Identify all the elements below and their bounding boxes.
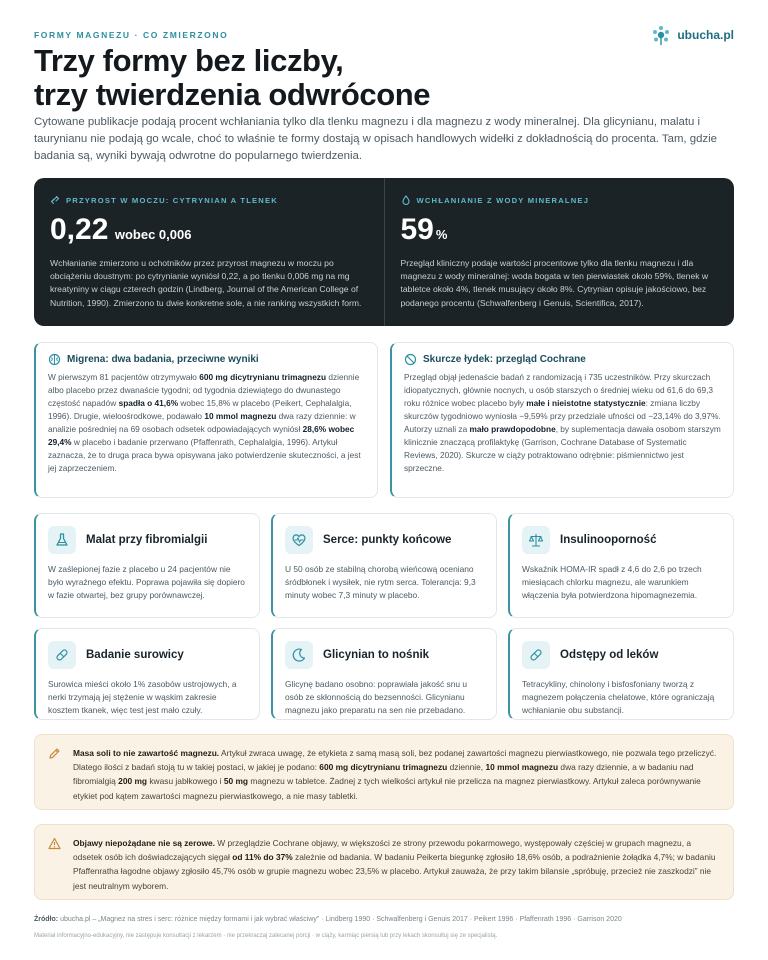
brain-icon <box>48 353 61 366</box>
brand-icon <box>650 24 672 46</box>
warning-icon <box>48 837 61 850</box>
tile-drugs <box>508 628 734 720</box>
stat-urine <box>34 178 384 326</box>
note-text: Masa soli to nie zawartość magnezu. Artykuł zwraca uwagę, że etykieta z samą masą soli, bez podanej zawartości magnezu pierwiastkowego, nie pozwala tego przeliczyć. Dlatego ilości z badań stoją tu w takiej postaci, w jakiej je podano: 600 mg dicytrynianu trimagnezu dziennie, 10 mmol magnezu dwa razy dziennie, a w badaniu nad fibromialgią 200 mg kwasu jabłkowego i 50 mg magnezu w tabletce. Żadnej z tych wielkości artykuł nie przelicza na magnez pierwiastkowy. Artykuł zaleca porównywanie etykiet pod kątem zawartości magnezu pierwiastkowego, a nie masy tabletki. <box>73 748 717 801</box>
footer-source-label: Źródło: <box>34 916 59 923</box>
stat-suffix: wobec 0,006 <box>114 227 192 242</box>
tile-title: Glicynian to nośnik <box>323 649 430 661</box>
stat-value <box>401 214 719 251</box>
card-body: Przegląd objął jedenaście badań z randomizacją i 735 uczestników. Przy skurczach idiopatycznych, głównie nocnych, u osób starszych o średniej wieku od 61,6 do 69,3 roku różnice wobec placebo były małe i nieistotne statystycznie: zmiana liczby skurczów tygodniowo wyniosła −9,59% przy przedziale ufności od −23,14% do 3,97%. Autorzy uznali za mało prawdopodobne, by suplementacja dawała osobom starszym klinicznie znaczącą profilaktykę (Garrison, Cochrane Database of Systematic Reviews, 2020). Skurcze w ciąży potraktowano odrębnie: piśmiennictwo jest sprzeczne. <box>404 372 721 473</box>
tile-title: Malat przy fibromialgii <box>86 534 208 546</box>
card-cramps <box>390 342 734 498</box>
title-line-1: Trzy formy bez liczby, <box>34 43 344 78</box>
tile-title: Insulinooporność <box>560 534 657 546</box>
tile-fibromyalgia <box>34 513 260 618</box>
card-body: W pierwszym 81 pacjentów otrzymywało 600 mg dicytrynianu trimagnezu dziennie albo placebo przez dwanaście tygodni; od tygodnia dziewiątego do dwunastego częstość napadów spadła o 41,6% wobec 15,8% w placebo (Peikert, Cephalalgia, 1996). Drugie, wieloośrodkowe, podawało 10 mmol magnezu dwa razy dziennie: w analizie pośredniej na 69 osobach odsetek odpowiadających wyniósł 28,6% wobec 29,4% w placebo i badanie przerwano (Pfaffenrath, Cephalalgia, 1996). Artykuł zaznacza, że to druga praca bywa opisywana jako potwierdzenie skuteczności, a jest jej zaprzeczeniem. <box>48 372 361 473</box>
card-migraine <box>34 342 378 498</box>
tile-title: Badanie surowicy <box>86 649 184 661</box>
link-icon <box>50 195 60 205</box>
pill-icon <box>54 647 70 663</box>
tile-icon <box>522 526 550 554</box>
tile-body: Surowica mieści około 1% zasobów ustrojowych, a nerki trzymają jej stężenie w wąskim zakresie kosztem tkanek, więc test jest mało czuły. <box>48 679 237 715</box>
note-text: Objawy niepożądane nie są zerowe. W przeglądzie Cochrane objawy, w większości ze strony przewodu pokarmowego, występowały częściej w grupach magnezu, a odsetek osób ich doświadczających sięgał od 11% do 37% zależnie od badania. W badaniu Peikerta biegunkę zgłosiło 18,6% osób, a podrażnienie żołądka 4,7%; w badaniu Pfaffenratha łagodne objawy zgłosiło 45,7% osób w grupie magnezu wobec 23,5% w placebo. Artykuł zauważa, że przy takim bilansie „spróbuję, przecież nie zaszkodzi” nie jest neutralnym wyborem. <box>73 838 716 891</box>
tile-insulin <box>508 513 734 618</box>
card-title-text: Skurcze łydek: przegląd Cochrane <box>423 354 586 365</box>
card-title <box>48 353 365 366</box>
tile-heart <box>271 513 497 618</box>
stat-text: Wchłanianie zmierzono u ochotników przez przyrost magnezu w moczu po obciążeniu doustnym: po cytrynianie wyniósł 0,22, a po tlenku 0,006 mg na mg kreatyniny w ciągu czterech godzin (Lindberg, Journal of the American College of Nutrition, 1990). Zmierzono tu dwie konkretne sole, a nie ranking wszystkich form. <box>50 258 362 308</box>
pencil-icon <box>48 747 61 760</box>
stat-value <box>50 214 368 251</box>
stat-label-text: PRZYROST W MOCZU: CYTRYNIAN A TLENEK <box>66 195 278 205</box>
tile-glycinate <box>271 628 497 720</box>
footer-sources <box>34 916 734 923</box>
tile-icon <box>522 641 550 669</box>
card-title-text: Migrena: dwa badania, przeciwne wyniki <box>67 354 259 365</box>
stat-number: 59 <box>400 213 434 246</box>
ban-icon <box>404 353 417 366</box>
heart-pulse-icon <box>291 532 307 548</box>
tile-title: Odstępy od leków <box>560 649 659 661</box>
note-salt-mass <box>34 734 734 810</box>
eyebrow: FORMY MAGNEZU · CO ZMIERZONO <box>34 30 229 40</box>
scale-icon <box>528 532 544 548</box>
pill-icon <box>528 647 544 663</box>
card-title <box>404 353 721 366</box>
tile-serum <box>34 628 260 720</box>
footer-disclaimer: Materiał informacyjno‑edukacyjny, nie zastępuje konsultacji z lekarzem · nie przekraczaj zalecanej porcji · w ciąży, karmiąc piersią lub przy lekach skonsultuj się ze specjalistą. <box>34 933 498 939</box>
tile-body: Tetracykliny, chinolony i bisfosfoniany tworzą z magnezem połączenia chelatowe, które ograniczają wchłanianie obu substancji. <box>522 679 715 715</box>
title-line-2: trzy twierdzenia odwrócone <box>34 77 431 112</box>
stat-water <box>384 178 735 326</box>
moon-icon <box>291 647 307 663</box>
stat-label <box>401 195 719 205</box>
tile-title: Serce: punkty końcowe <box>323 534 452 546</box>
tile-icon <box>285 641 313 669</box>
flask-icon <box>54 532 70 548</box>
tile-body: U 50 osób ze stabilną chorobą wieńcową oceniano śródbłonek i wysiłek, nie rytm serca. Tolerancja: 9,3 minuty wobec 7,3 minuty w placebo. <box>285 564 476 600</box>
tile-icon <box>48 526 76 554</box>
stat-label <box>50 195 368 205</box>
page-title <box>34 44 654 112</box>
brand-logo[interactable] <box>650 24 734 46</box>
stat-suffix: % <box>435 227 448 242</box>
stat-number: 0,22 <box>50 213 109 246</box>
lead-paragraph: Cytowane publikacje podają procent wchłaniania tylko dla tlenku magnezu i dla magnezu z wody mineralnej. Dla glicynianu, malatu i taurynianu nie podają go wcale, choć to właśnie te formy dostają w opisach handlowych widełki z dokładnością do procenta. Tam, gdzie badania są, wyniki bywają odwrotne do popularnego twierdzenia. <box>34 116 717 162</box>
stat-label-text: WCHŁANIANIE Z WODY MINERALNEJ <box>416 195 590 205</box>
stat-text: Przegląd kliniczny podaje wartości procentowe tylko dla tlenku magnezu i dla magnezu z wody mineralnej: woda bogata w ten pierwiastek około 59%, tlenek w tabletce około 4%, tlenek musujący około 8%. Cytrynian opisuje jakościowo, bez podanego procentu (Schwalfenberg i Genuis, Scientifica, 2017). <box>400 258 709 308</box>
tile-body: Wskaźnik HOMA‑IR spadł z 4,6 do 2,6 po trzech miesiącach chlorku magnezu, ale warunkiem włączenia była potwierdzona hipomagnezemia. <box>522 564 702 600</box>
tile-icon <box>48 641 76 669</box>
droplet-icon <box>401 195 411 205</box>
stats-panel <box>34 178 734 326</box>
footer-source-text: ubucha.pl – „Magnez na stres i serc: różnice między formami i jak wybrać właściwy” · Lindberg 1990 · Schwalfenberg i Genuis 2017 · Peikert 1996 · Pfaffenrath 1996 · Garrison 2020 <box>60 916 622 923</box>
tile-body: W zaślepionej fazie z placebo u 24 pacjentów nie było wyraźnego efektu. Poprawa pojawiła się dopiero w fazie otwartej, bez grupy porównawczej. <box>48 564 245 600</box>
tile-icon <box>285 526 313 554</box>
brand-name: ubucha.pl <box>677 28 734 42</box>
note-side-effects <box>34 824 734 900</box>
tile-body: Glicynę badano osobno: poprawiała jakość snu u osób ze skłonnością do bezsenności. Glicynianu magnezu jako preparatu na sen nie przebadano. <box>285 679 468 715</box>
